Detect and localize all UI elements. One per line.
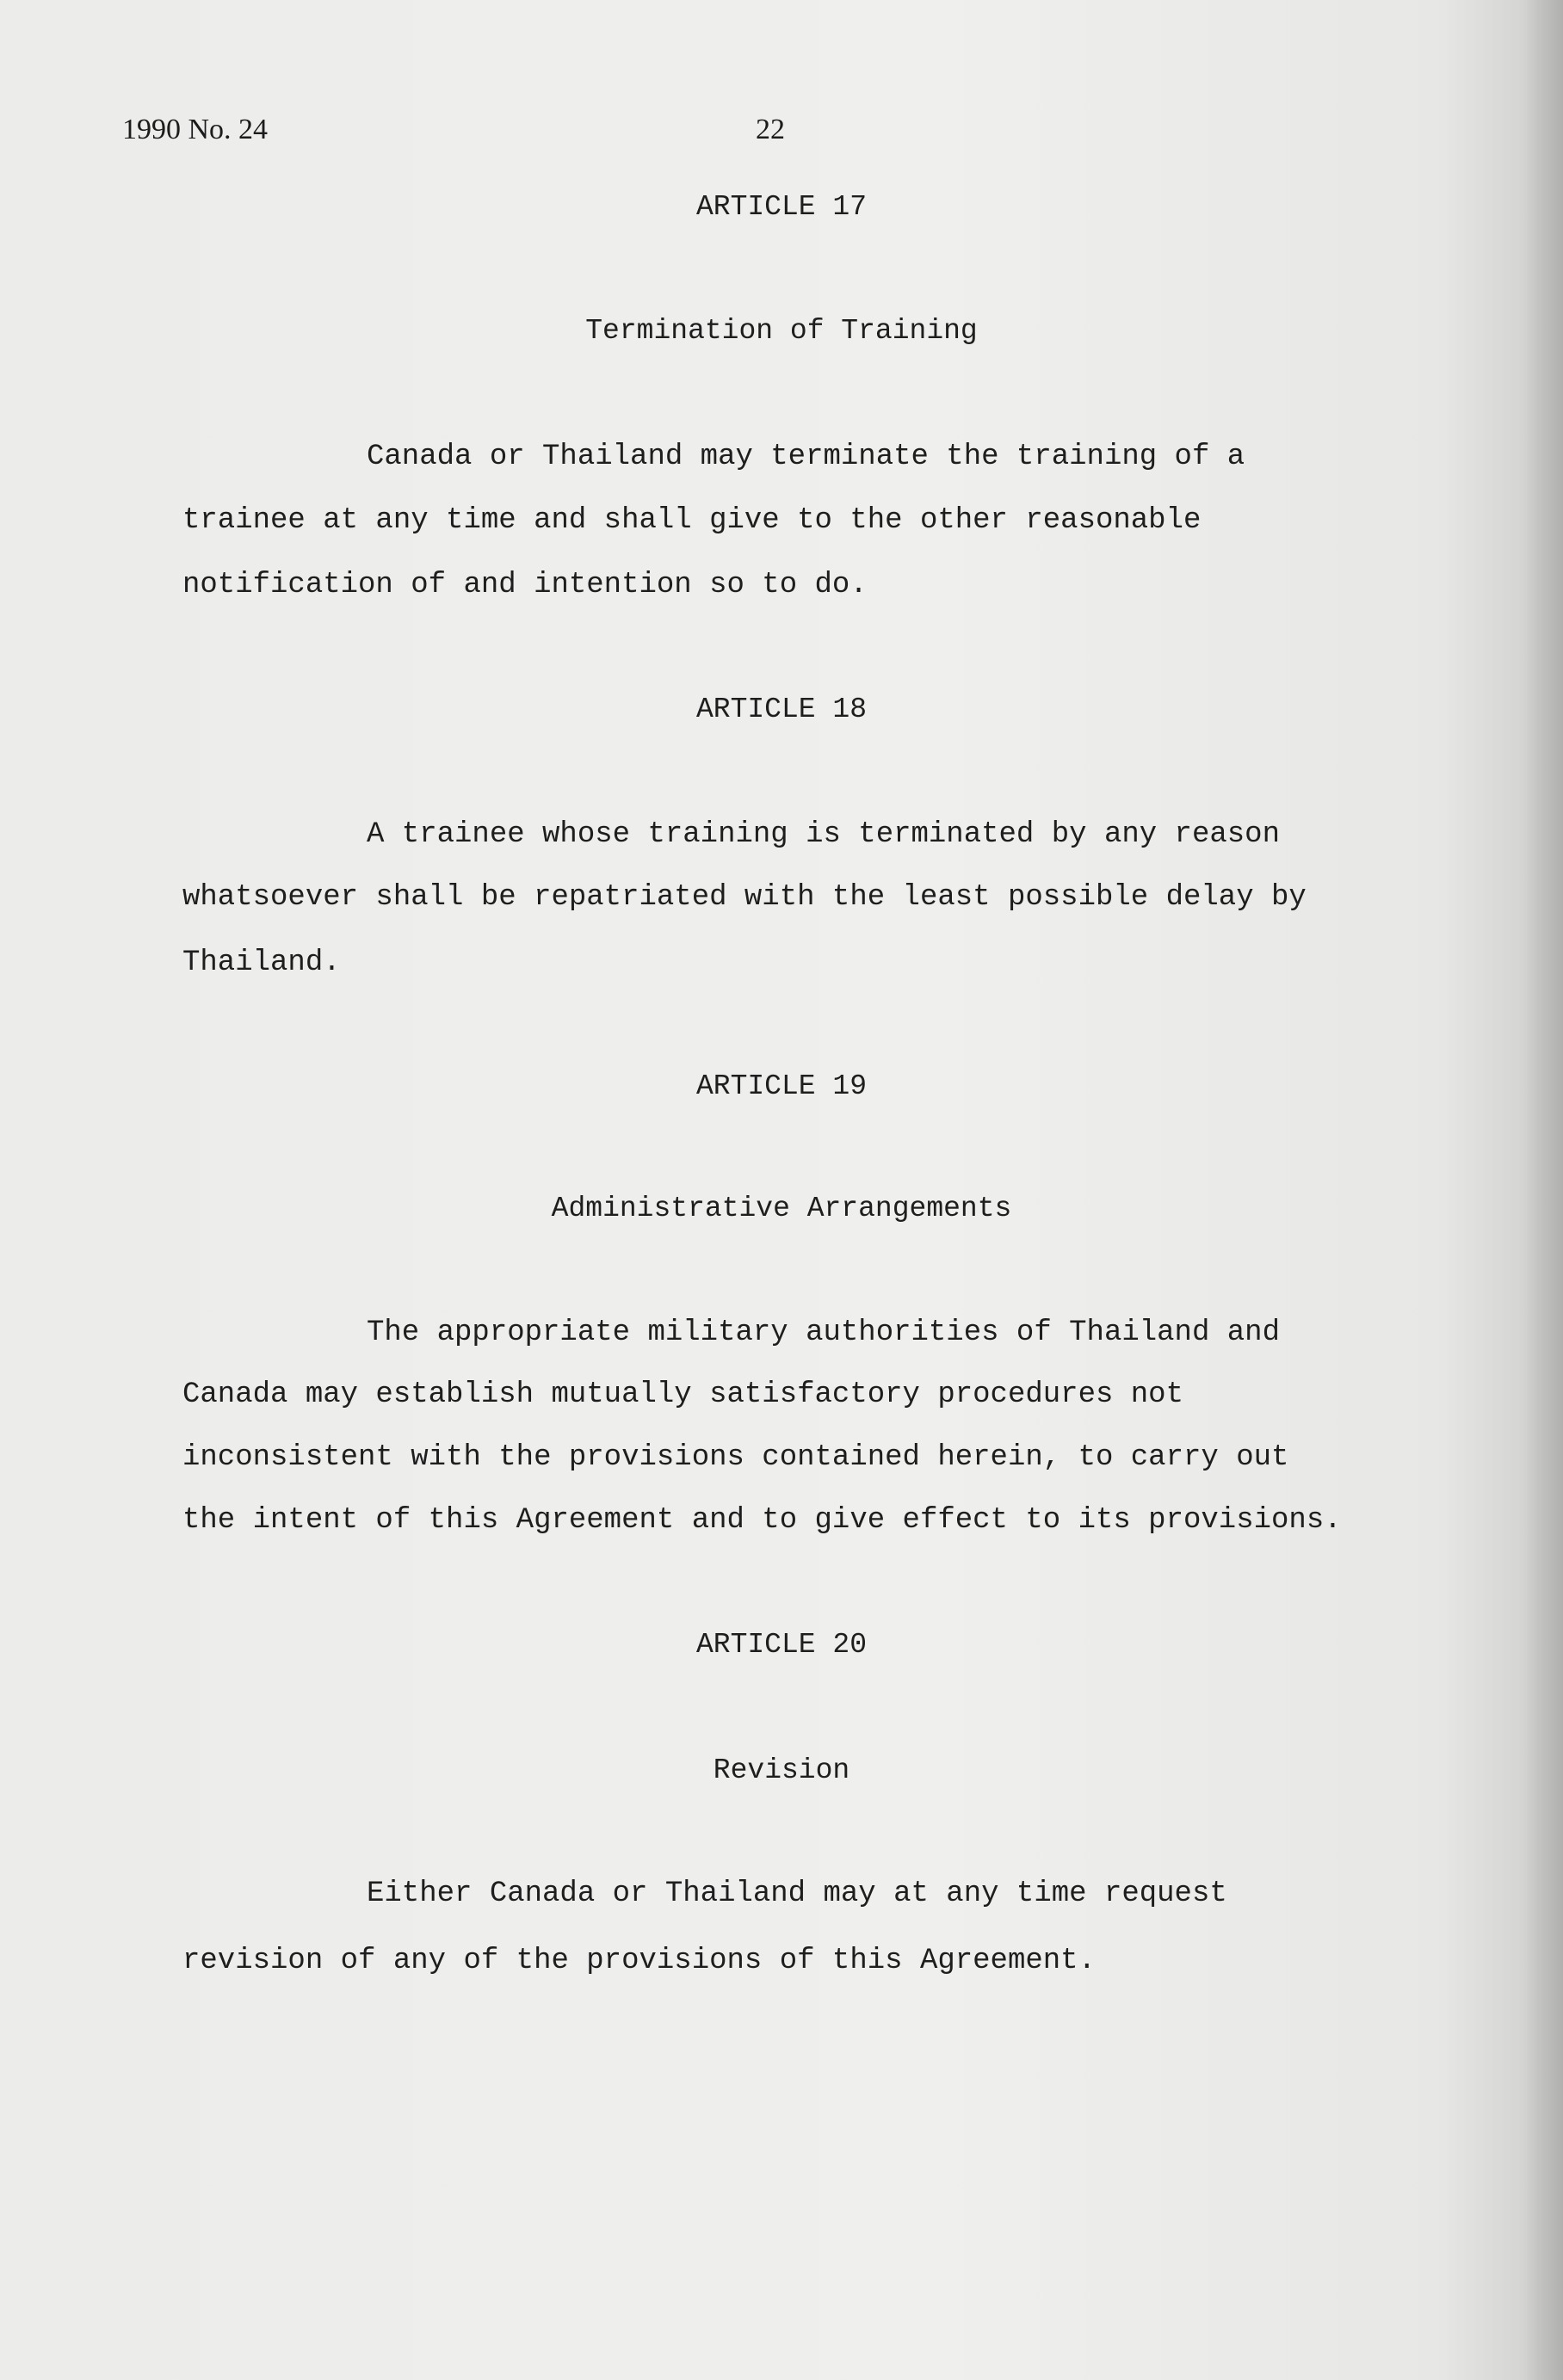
article-19-subtitle: Administrative Arrangements <box>551 1193 1012 1224</box>
article-18-title: ARTICLE 18 <box>695 694 868 725</box>
article-18-line-1: A trainee whose training is terminated by any reason <box>367 818 1280 851</box>
article-18-line-2: whatsoever shall be repatriated with the least possible delay by <box>182 881 1307 914</box>
article-19-line-1: The appropriate military authorities of Thailand and <box>367 1316 1280 1349</box>
article-20-title: ARTICLE 20 <box>695 1629 868 1661</box>
article-19-line-4: the intent of this Agreement and to give effect to its provisions. <box>182 1504 1342 1537</box>
page-number: 22 <box>756 114 785 145</box>
article-20-line-1: Either Canada or Thailand may at any time request <box>367 1877 1227 1910</box>
article-17-subtitle: Termination of Training <box>585 315 978 347</box>
article-19-line-3: inconsistent with the provisions contained herein, to carry out <box>182 1441 1289 1474</box>
article-19-title: ARTICLE 19 <box>695 1070 868 1102</box>
page-edge-shadow <box>1523 0 1563 2380</box>
article-17-title: ARTICLE 17 <box>695 191 868 223</box>
article-17-line-1: Canada or Thailand may terminate the training of a <box>367 441 1245 473</box>
article-19-line-2: Canada may establish mutually satisfactory procedures not <box>182 1378 1183 1411</box>
article-20-subtitle: Revision <box>713 1754 850 1786</box>
document-header: 1990 No. 24 <box>122 114 269 145</box>
article-17-line-3: notification of and intention so to do. <box>182 569 868 601</box>
article-20-line-2: revision of any of the provisions of this Agreement. <box>182 1945 1096 1977</box>
article-18-line-3: Thailand. <box>182 946 341 979</box>
article-17-line-2: trainee at any time and shall give to the other reasonable <box>182 504 1202 537</box>
